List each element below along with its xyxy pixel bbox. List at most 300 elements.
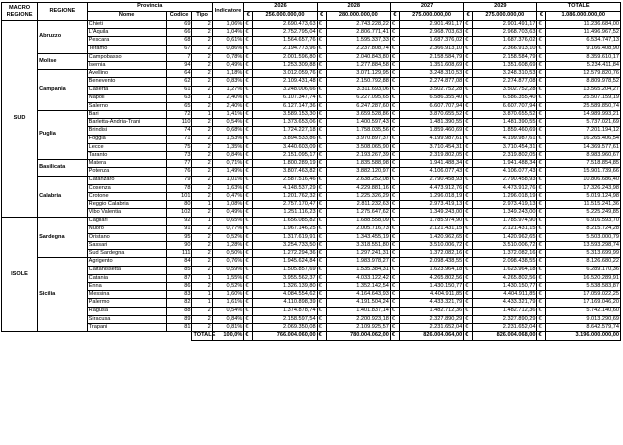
currency-symbol: € [537, 209, 546, 217]
currency-symbol: € [244, 217, 253, 225]
amount-cell: 1.374.878,74 [253, 307, 317, 315]
indicator-cell: 0,52% [212, 283, 244, 291]
amount-cell: 1.758.035,56 [326, 127, 390, 135]
currency-symbol: € [537, 233, 546, 241]
amount-cell: 2.901.491,17 [473, 21, 537, 29]
currency-symbol: € [390, 53, 399, 61]
province-name-cell: Trapani [87, 323, 166, 331]
amount-cell: 1.275.647,62 [326, 209, 390, 217]
macro-region-cell: ISOLE [2, 217, 38, 332]
amount-cell: 2.150.792,88 [326, 78, 390, 86]
amount-cell: 2.098.438,55 [473, 258, 537, 266]
province-code-cell: 91 [166, 225, 192, 233]
currency-symbol: € [537, 315, 546, 323]
amount-cell: 2.158.584,79 [473, 53, 537, 61]
currency-symbol: € [317, 143, 326, 151]
row-total-cell: 12.579.820,76 [546, 70, 621, 78]
amount-cell: 1.482.712,36 [399, 307, 463, 315]
currency-symbol: € [537, 160, 546, 168]
currency-symbol: € [537, 266, 546, 274]
row-total-cell: 5.313.699,99 [546, 250, 621, 258]
currency-symbol: € [317, 291, 326, 299]
currency-symbol: € [244, 45, 253, 53]
amount-cell: 1.372.082,16 [473, 250, 537, 258]
header-totale: TOTALE [537, 3, 621, 12]
indicator-cell: 0,71% [212, 160, 244, 168]
province-code-cell: 89 [166, 315, 192, 323]
row-total-cell: 5.742.140,60 [546, 307, 621, 315]
province-code-cell: 64 [166, 70, 192, 78]
table-row [2, 315, 621, 323]
province-type-cell: 2 [192, 127, 212, 135]
amount-cell: 1.352.142,54 [326, 283, 390, 291]
province-type-cell: 2 [192, 266, 212, 274]
table-row [2, 78, 621, 86]
currency-symbol: € [537, 258, 546, 266]
currency-symbol: € [464, 315, 473, 323]
table-row [2, 283, 621, 291]
amount-cell: 1.656.085,82 [253, 217, 317, 225]
amount-cell: 6.586.355,40 [399, 94, 463, 102]
currency-symbol: € [317, 119, 326, 127]
currency-symbol: € [464, 209, 473, 217]
amount-cell: 2.790.458,93 [473, 176, 537, 184]
amount-cell: 1.835.588,98 [326, 160, 390, 168]
indicator-cell: 1,27% [212, 86, 244, 94]
header-tipo: Tipo [192, 12, 212, 21]
currency-symbol: € [244, 111, 253, 119]
row-total-cell: 17.326.243,98 [546, 184, 621, 192]
row-total-cell: 5.225.249,85 [546, 209, 621, 217]
amount-cell: 1.505.857,69 [253, 266, 317, 274]
header-row-2 [2, 12, 621, 21]
amount-cell: 2.690.473,63 [253, 21, 317, 29]
province-name-cell: Teramo [87, 45, 166, 53]
amount-cell: 1.272.294,36 [253, 250, 317, 258]
province-type-cell: 2 [192, 184, 212, 192]
amount-cell: 3.970.897,37 [326, 135, 390, 143]
currency-symbol: € [464, 45, 473, 53]
province-name-cell: Pescara [87, 37, 166, 45]
currency-symbol: € [317, 274, 326, 282]
amount-cell: 1.420.962,65 [399, 233, 463, 241]
row-total-cell: 9.013.290,69 [546, 315, 621, 323]
indicator-cell: 0,50% [212, 250, 244, 258]
currency-symbol: € [464, 258, 473, 266]
province-type-cell: 2 [192, 29, 212, 37]
amount-cell: 1.687.376,02 [399, 37, 463, 45]
amount-cell: 2.194.773,96 [253, 45, 317, 53]
amount-cell: 1.859.460,69 [399, 127, 463, 135]
region-cell: Campania [38, 70, 88, 111]
province-name-cell: Caltanissetta [87, 266, 166, 274]
currency-symbol: € [537, 102, 546, 110]
table-row [2, 266, 621, 274]
table-row [2, 127, 621, 135]
indicator-cell: 0,76% [212, 258, 244, 266]
currency-symbol: € [390, 217, 399, 225]
amount-cell: 2.973.419,13 [473, 201, 537, 209]
province-code-cell: 78 [166, 184, 192, 192]
currency-symbol: € [537, 323, 546, 331]
amount-cell: 2.366.913,10 [473, 45, 537, 53]
currency-symbol: € [464, 78, 473, 86]
currency-symbol: € [317, 53, 326, 61]
amount-cell: 6.227.095,65 [326, 94, 390, 102]
currency-symbol: € [244, 233, 253, 241]
currency-symbol: € [464, 233, 473, 241]
province-code-cell: 90 [166, 242, 192, 250]
amount-cell: 1.372.082,16 [399, 250, 463, 258]
currency-symbol: € [244, 307, 253, 315]
amount-cell: 4.404.911,85 [473, 291, 537, 299]
table-row [2, 307, 621, 315]
indicator-cell: 0,84% [212, 152, 244, 160]
province-code-cell: 76 [166, 168, 192, 176]
amount-cell: 3.882.120,97 [326, 168, 390, 176]
indicator-cell: 1,35% [212, 143, 244, 151]
amount-cell: 2.319.802,05 [473, 152, 537, 160]
row-total-cell: 10.806.686,40 [546, 176, 621, 184]
amount-cell: 2.001.596,80 [253, 53, 317, 61]
currency-symbol: € [390, 266, 399, 274]
total-amount-cell: 780.004.062,00 [326, 332, 390, 341]
row-total-cell: 9.166.408,90 [546, 45, 621, 53]
amount-cell: 1.296.018,19 [399, 192, 463, 200]
total-indicator: 100,0% [212, 332, 244, 341]
currency-symbol: € [537, 37, 546, 45]
amount-cell: 2.109.431,48 [253, 78, 317, 86]
amount-cell: 1.859.460,69 [473, 127, 537, 135]
table-row [2, 258, 621, 266]
row-total-cell: 17.059.022,25 [546, 291, 621, 299]
region-cell: Abruzzo [38, 21, 88, 54]
table-row [2, 233, 621, 241]
amount-cell: 4.199.987,61 [399, 135, 463, 143]
province-code-cell: 62 [166, 78, 192, 86]
currency-symbol: € [390, 135, 399, 143]
amount-cell: 6.586.355,40 [473, 94, 537, 102]
amount-cell: 2.790.458,93 [399, 176, 463, 184]
amount-cell: 2.274.877,08 [473, 78, 537, 86]
amount-cell: 4.265.802,56 [473, 274, 537, 282]
currency-symbol: € [244, 258, 253, 266]
province-code-cell: 79 [166, 176, 192, 184]
row-total-cell: 5.538.583,87 [546, 283, 621, 291]
header-year-2027: 2027 [390, 3, 463, 12]
amount-cell: 1.430.150,77 [473, 283, 537, 291]
currency-symbol: € [244, 37, 253, 45]
indicator-cell: 0,49% [212, 61, 244, 69]
currency-symbol: € [390, 242, 399, 250]
amount-cell: 1.800.289,19 [253, 160, 317, 168]
currency-symbol: € [390, 21, 399, 29]
indicator-cell: 0,54% [212, 307, 244, 315]
province-code-cell: 72 [166, 111, 192, 119]
table-row [2, 291, 621, 299]
amount-cell: 1.253.309,88 [253, 61, 317, 69]
province-type-cell: 2 [192, 152, 212, 160]
amount-cell: 4.473.912,76 [399, 184, 463, 192]
province-type-cell: 2 [192, 323, 212, 331]
indicator-cell: 0,52% [212, 233, 244, 241]
province-type-cell: 1 [192, 201, 212, 209]
amount-cell: 1.430.150,77 [399, 283, 463, 291]
currency-symbol: € [390, 332, 399, 341]
amount-cell: 2.587.516,46 [253, 176, 317, 184]
table-row [2, 143, 621, 151]
currency-symbol: € [537, 127, 546, 135]
amount-cell: 2.158.584,79 [399, 53, 463, 61]
province-type-cell: 2 [192, 233, 212, 241]
currency-symbol: € [390, 12, 399, 21]
amount-cell: 3.311.693,06 [326, 86, 390, 94]
province-code-cell: 84 [166, 258, 192, 266]
row-total-cell: 6.289.170,36 [546, 266, 621, 274]
province-code-cell: 111 [166, 250, 192, 258]
amount-cell: 2.231.652,04 [399, 323, 463, 331]
province-name-cell: Catanzaro [87, 176, 166, 184]
province-name-cell: Chieti [87, 21, 166, 29]
currency-symbol: € [317, 160, 326, 168]
region-cell: Basilicata [38, 160, 88, 176]
allocation-table [1, 2, 621, 341]
currency-symbol: € [537, 307, 546, 315]
currency-symbol: € [464, 143, 473, 151]
currency-symbol: € [244, 86, 253, 94]
total-amount-cell: 826.004.064,00 [399, 332, 463, 341]
currency-symbol: € [317, 323, 326, 331]
indicator-cell: 0,47% [212, 192, 244, 200]
amount-cell: 2.158.597,54 [253, 315, 317, 323]
province-type-cell: 2 [192, 102, 212, 110]
currency-symbol: € [244, 12, 253, 21]
currency-symbol: € [390, 111, 399, 119]
currency-symbol: € [464, 102, 473, 110]
currency-symbol: € [390, 323, 399, 331]
currency-symbol: € [244, 266, 253, 274]
indicator-cell: 0,81% [212, 323, 244, 331]
amount-cell: 2.005.716,73 [326, 225, 390, 233]
currency-symbol: € [244, 242, 253, 250]
amount-cell: 1.296.018,19 [473, 192, 537, 200]
amount-cell: 2.274.877,08 [399, 78, 463, 86]
currency-symbol: € [464, 176, 473, 184]
province-type-cell: 2 [192, 160, 212, 168]
row-total-cell: 8.359.610,17 [546, 53, 621, 61]
province-name-cell: Cagliari [87, 217, 166, 225]
currency-symbol: € [244, 176, 253, 184]
amount-cell: 6.607.707,94 [473, 102, 537, 110]
currency-symbol: € [317, 192, 326, 200]
indicator-cell: 2,40% [212, 102, 244, 110]
amount-cell: 2.193.267,39 [326, 152, 390, 160]
amount-cell: 2.151.095,17 [253, 152, 317, 160]
currency-symbol: € [464, 119, 473, 127]
amount-cell: 2.109.925,57 [326, 323, 390, 331]
header-year-2026: 2026 [244, 3, 317, 12]
table-row [2, 61, 621, 69]
currency-symbol: € [537, 29, 546, 37]
province-code-cell: 101 [166, 192, 192, 200]
indicator-cell: 0,68% [212, 127, 244, 135]
province-type-cell: 2 [192, 37, 212, 45]
currency-symbol: € [317, 283, 326, 291]
currency-symbol: € [317, 217, 326, 225]
table-row [2, 37, 621, 45]
currency-symbol: € [390, 299, 399, 307]
row-total-cell: 15.901.739,66 [546, 168, 621, 176]
amount-cell: 4.084.554,62 [253, 291, 317, 299]
amount-cell: 4.148.537,29 [253, 184, 317, 192]
province-type-cell: 2 [192, 86, 212, 94]
province-code-cell: 71 [166, 135, 192, 143]
province-code-cell: 77 [166, 160, 192, 168]
currency-symbol: € [537, 201, 546, 209]
currency-symbol: € [317, 45, 326, 53]
currency-symbol: € [317, 299, 326, 307]
currency-symbol: € [244, 135, 253, 143]
currency-symbol: € [464, 61, 473, 69]
currency-symbol: € [464, 323, 473, 331]
table-row [2, 176, 621, 184]
amount-cell: 2.901.491,17 [399, 21, 463, 29]
header-macro: MACRO REGIONE [2, 3, 38, 21]
row-total-cell: 5.234.411,84 [546, 61, 621, 69]
header-year-2028: 2028 [317, 3, 390, 12]
currency-symbol: € [317, 315, 326, 323]
currency-symbol: € [537, 332, 546, 341]
province-code-cell: 67 [166, 45, 192, 53]
currency-symbol: € [317, 102, 326, 110]
amount-cell: 2.973.419,13 [399, 201, 463, 209]
currency-symbol: € [464, 86, 473, 94]
currency-symbol: € [464, 217, 473, 225]
amount-cell: 3.870.655,52 [399, 111, 463, 119]
amount-cell: 2.200.923,18 [326, 315, 390, 323]
row-total-cell: 16.520.289,91 [546, 274, 621, 282]
province-code-cell: 75 [166, 143, 192, 151]
row-total-cell: 14.989.993,21 [546, 111, 621, 119]
currency-symbol: € [390, 250, 399, 258]
currency-symbol: € [390, 86, 399, 94]
currency-symbol: € [244, 323, 253, 331]
currency-symbol: € [464, 242, 473, 250]
currency-symbol: € [464, 225, 473, 233]
province-name-cell: Avellino [87, 70, 166, 78]
currency-symbol: € [464, 250, 473, 258]
indicator-cell: 0,59% [212, 266, 244, 274]
header-provincia: Provincia [87, 3, 212, 12]
row-total-cell: 7.201.194,12 [546, 127, 621, 135]
table-row [2, 184, 621, 192]
row-total-cell: 8.642.579,74 [546, 323, 621, 331]
currency-symbol: € [390, 168, 399, 176]
province-name-cell: Foggia [87, 135, 166, 143]
amount-cell: 3.710.454,31 [399, 143, 463, 151]
macro-region-cell: SUD [2, 21, 38, 218]
currency-symbol: € [537, 176, 546, 184]
year-total-2027: 275.000.000,00 [399, 12, 463, 21]
currency-symbol: € [464, 184, 473, 192]
amount-cell: 3.659.528,86 [326, 111, 390, 119]
amount-cell: 1.277.884,58 [326, 61, 390, 69]
row-total-cell: 8.983.960,67 [546, 152, 621, 160]
amount-cell: 1.225.326,29 [326, 192, 390, 200]
province-name-cell: Isernia [87, 61, 166, 69]
province-name-cell: Reggio Calabria [87, 201, 166, 209]
province-code-cell: 69 [166, 21, 192, 29]
currency-symbol: € [464, 111, 473, 119]
table-row [2, 119, 621, 127]
currency-symbol: € [390, 291, 399, 299]
province-type-cell: 2 [192, 192, 212, 200]
currency-symbol: € [244, 119, 253, 127]
amount-cell: 2.319.802,05 [399, 152, 463, 160]
province-code-cell: 80 [166, 201, 192, 209]
currency-symbol: € [537, 21, 546, 29]
amount-cell: 2.069.350,08 [253, 323, 317, 331]
currency-symbol: € [390, 209, 399, 217]
currency-symbol: € [390, 37, 399, 45]
province-type-cell: 2 [192, 258, 212, 266]
indicator-cell: 0,49% [212, 209, 244, 217]
currency-symbol: € [464, 332, 473, 341]
header-regione: REGIONE [38, 3, 88, 21]
amount-cell: 2.806.771,41 [326, 29, 390, 37]
table-row [2, 70, 621, 78]
currency-symbol: € [464, 168, 473, 176]
amount-cell: 3.955.562,37 [253, 274, 317, 282]
province-type-cell: 2 [192, 21, 212, 29]
indicator-cell: 1,49% [212, 168, 244, 176]
amount-cell: 3.502.752,28 [473, 86, 537, 94]
province-code-cell: 81 [166, 323, 192, 331]
table-row [2, 209, 621, 217]
amount-cell: 2.237.808,74 [326, 45, 390, 53]
currency-symbol: € [244, 283, 253, 291]
currency-symbol: € [464, 94, 473, 102]
amount-cell: 1.351.608,69 [399, 61, 463, 69]
currency-symbol: € [537, 61, 546, 69]
province-code-cell: 87 [166, 274, 192, 282]
province-type-cell: 2 [192, 143, 212, 151]
amount-cell: 1.535.384,31 [326, 266, 390, 274]
amount-cell: 1.623.964,18 [473, 266, 537, 274]
currency-symbol: € [390, 233, 399, 241]
province-code-cell: 88 [166, 307, 192, 315]
currency-symbol: € [317, 61, 326, 69]
header-nome: Nome [87, 12, 166, 21]
province-type-cell: 2 [192, 176, 212, 184]
currency-symbol: € [464, 135, 473, 143]
province-type-cell: 2 [192, 315, 212, 323]
amount-cell: 2.098.438,55 [399, 258, 463, 266]
table-row [2, 94, 621, 102]
province-name-cell: L'Aquila [87, 29, 166, 37]
currency-symbol: € [537, 225, 546, 233]
currency-symbol: € [390, 61, 399, 69]
amount-cell: 1.687.376,02 [473, 37, 537, 45]
province-type-cell: 2 [192, 209, 212, 217]
province-code-cell: 66 [166, 29, 192, 37]
currency-symbol: € [244, 78, 253, 86]
currency-symbol: € [390, 258, 399, 266]
province-name-cell: Brindisi [87, 127, 166, 135]
province-name-cell: Agrigento [87, 258, 166, 266]
amount-cell: 4.265.802,56 [399, 274, 463, 282]
currency-symbol: € [244, 53, 253, 61]
